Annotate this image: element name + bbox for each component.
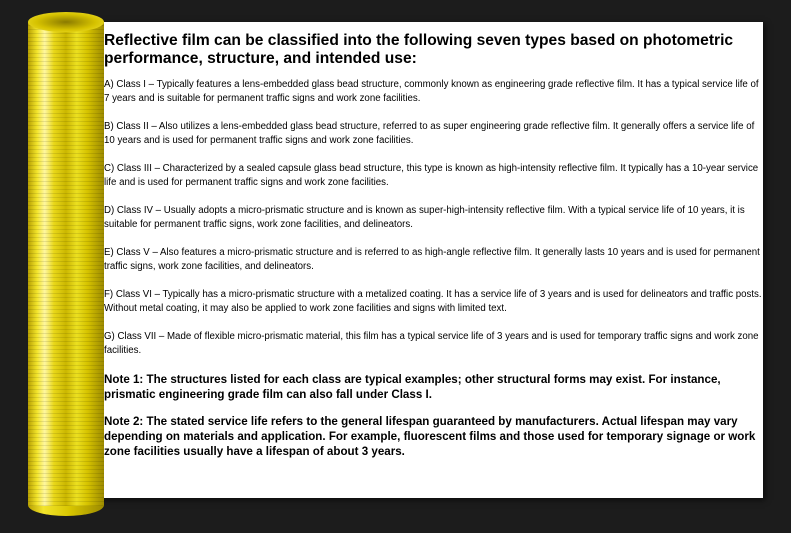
roll-body — [28, 22, 104, 506]
document-content — [104, 32, 764, 471]
note-2: Note 2: The stated service life refers to the general lifespan guaranteed by manufacturers. Actual lifespan may vary depending on materials and application. For example, fluorescent films and those used for temporary signage or work zone facilities usually have a lifespan of about 3 years. — [104, 415, 756, 458]
class-6-description: F) Class VI – Typically has a micro-prismatic structure with a metalized coating. It has a service life of 3 years and is used for delineators and traffic posts. Without metal coating, it may also be applied to work zone facilities and signs with limited text. — [104, 289, 762, 314]
class-1-description: A) Class I – Typically features a lens-embedded glass bead structure, commonly known as engineering grade reflective film. It has a typical service life of 7 years and is suitable for permanent traffic signs and work zone facilities. — [104, 79, 759, 104]
note-1: Note 1: The structures listed for each class are typical examples; other structural forms may exist. For instance, prismatic engineering grade film can also fall under Class I. — [104, 373, 721, 401]
class-3-description: C) Class III – Characterized by a sealed capsule glass bead structure, this type is known as high-intensity reflective film. It typically has a 10-year service life and is used for permanent traffic signs and work zone facilities. — [104, 163, 759, 188]
class-4-description: D) Class IV – Usually adopts a micro-prismatic structure and is known as super-high-intensity reflective film. With a typical service life of 10 years, it is suitable for permanent traffic signs, work zone facilities, and delineators. — [104, 205, 745, 230]
class-7-description: G) Class VII – Made of flexible micro-prismatic material, this film has a typical service life of 3 years and is used for temporary traffic signs and work zone facilities. — [104, 331, 759, 356]
page-title: Reflective film can be classified into the following seven types based on photometric performance, structure, and intended use: — [104, 32, 734, 67]
reflective-film-roll-icon — [28, 12, 104, 516]
class-5-description: E) Class V – Also features a micro-prismatic structure and is referred to as high-angle reflective film. It generally lasts 10 years and is used for permanent traffic signs, work zone facilities, and delineators. — [104, 247, 760, 272]
class-2-description: B) Class II – Also utilizes a lens-embedded glass bead structure, referred to as super engineering grade reflective film. It generally offers a service life of 10 years and is used for permanent traffic signs and work zone facilities. — [104, 121, 755, 146]
roll-top-edge — [28, 12, 104, 32]
